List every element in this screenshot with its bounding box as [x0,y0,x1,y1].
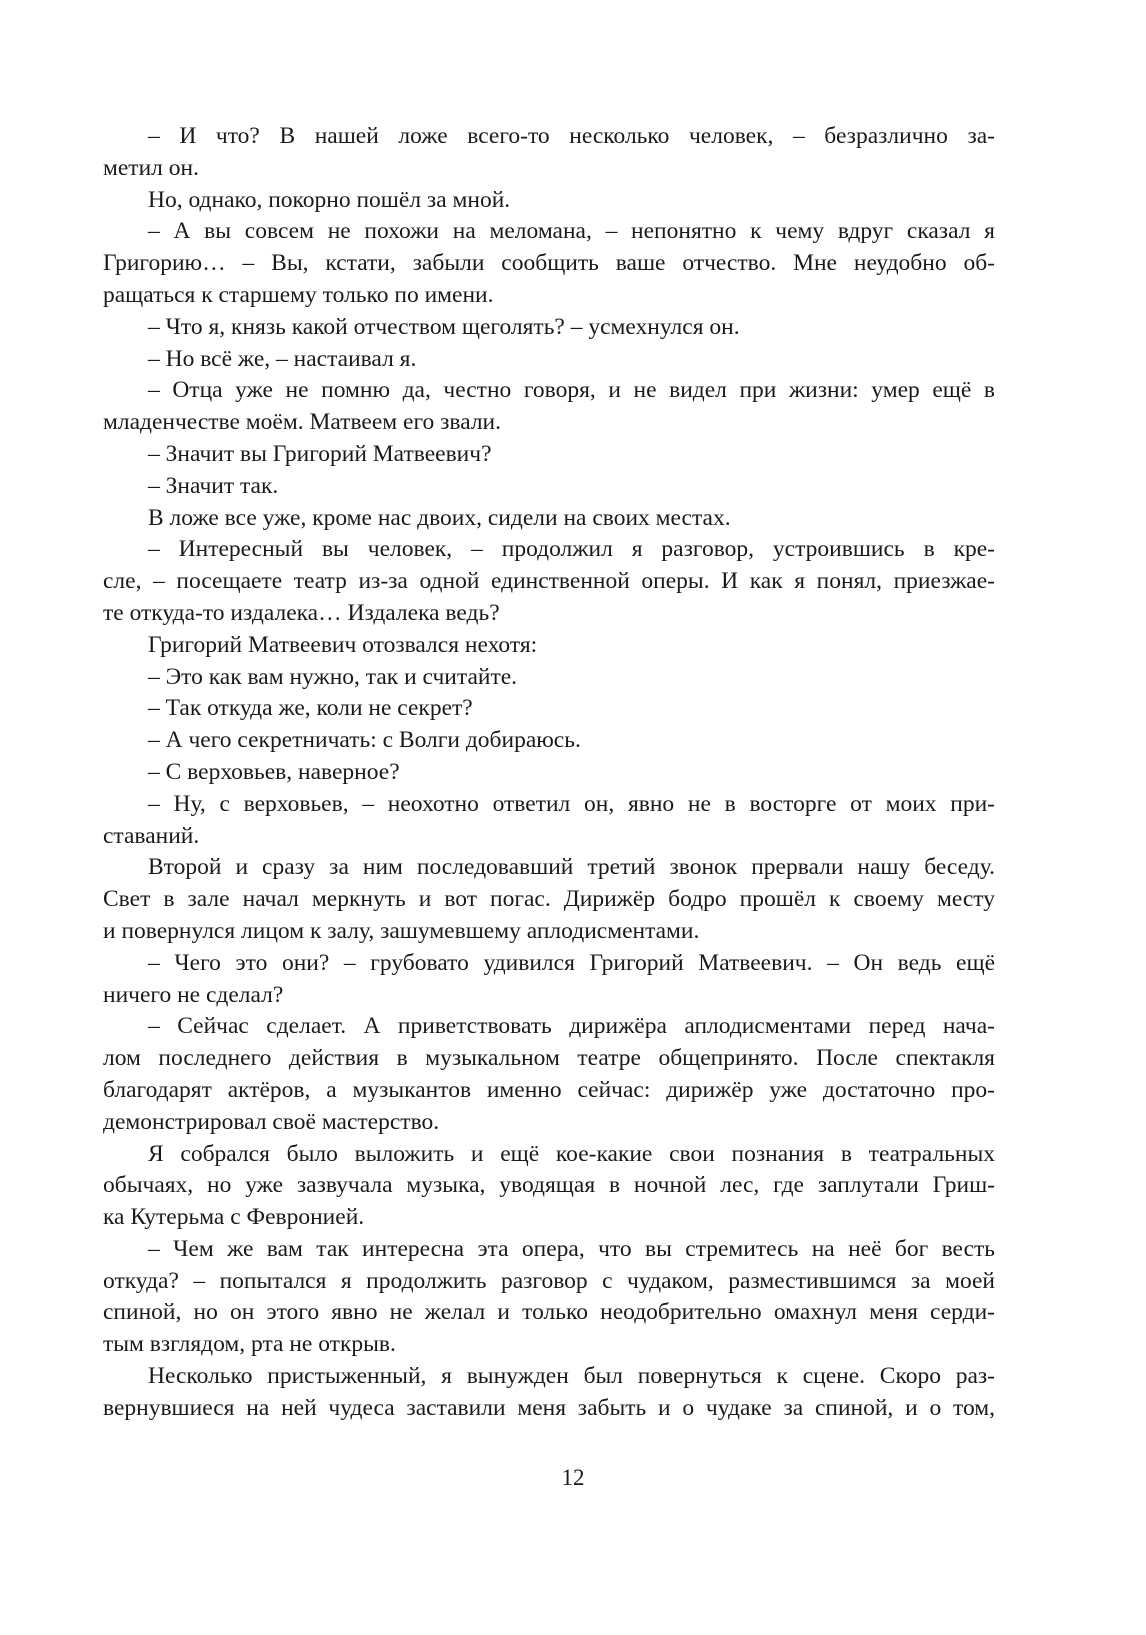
paragraph [103,503,995,535]
text-line: – С верховьев, наверное? [148,758,400,785]
page-number: 12 [561,1465,585,1490]
text-line: демонстрировал своё мастерство. [103,1108,440,1135]
text-line: Второй и сразу за ним последовавший третий звонок прервали нашу беседу. [148,854,995,881]
text-line: – И что? В нашей ложе всего-то несколько человек, – безразлично за- [148,123,995,149]
text-line: – А вы совсем не похожи на меломана, – непонятно к чему вдруг сказал я [148,218,995,245]
paragraph [103,630,995,662]
text-line: Несколько пристыженный, я вынужден был повернуться к сцене. Скоро раз- [148,1363,995,1390]
text-line: – Но всё же, – настаивал я. [148,345,417,372]
text-line: – Так откуда же, коли не секрет? [148,695,473,722]
text-line: – Интересный вы человек, – продолжил я разговор, устроившись в кре- [148,536,995,563]
paragraph [103,1234,995,1361]
text-line: метил он. [103,154,199,181]
text-line: Но, однако, покорно пошёл за мной. [148,186,511,213]
paragraph [103,344,995,376]
text-line: – Что я, князь какой отчеством щеголять? – усмехнулся он. [148,313,740,340]
paragraph [103,789,995,853]
paragraph [103,757,995,789]
text-line: – Значит вы Григорий Матвеевич? [148,440,492,467]
text-line: обычаях, но уже зазвучала музыка, уводящая в ночной лес, где заплутали Гриш- [103,1172,995,1199]
text-line: откуда? – попытался я продолжить разговор с чудаком, разместившимся за моей [103,1267,995,1294]
text-line: – Отца уже не помню да, честно говоря, и не видел при жизни: умер ещё в [148,377,995,404]
text-line: – Это как вам нужно, так и считайте. [148,663,518,690]
text-line: Свет в зале начал меркнуть и вот погас. Дирижёр бодро прошёл к своему месту [103,886,995,913]
text-line: младенчестве моём. Матвеем его звали. [103,409,502,436]
paragraph [103,852,995,947]
paragraph [103,121,995,185]
page-body [103,121,995,1425]
text-line: спиной, но он этого явно не желал и только неодобрительно омахнул меня серди- [103,1299,995,1326]
paragraph [103,185,995,217]
paragraph [103,216,995,311]
paragraph [103,439,995,471]
paragraph [103,375,995,439]
paragraph [103,534,995,629]
text-line: – Ну, с верховьев, – неохотно ответил он, явно не в восторге от моих при- [148,790,995,817]
text-line: сле, – посещаете театр из-за одной единственной оперы. И как я понял, приезжае- [103,568,995,595]
text-line: ставаний. [103,822,200,849]
text-line: – Чем же вам так интересна эта опера, что вы стремитесь на неё бог весть [148,1235,995,1262]
text-line: В ложе все уже, кроме нас двоих, сидели на своих местах. [148,504,731,531]
paragraph [103,1011,995,1138]
text-line: – А чего секретничать: с Волги добираюсь. [148,727,581,754]
text-line: лом последнего действия в музыкальном театре общепринято. После спектакля [103,1045,995,1072]
text-line: тым взглядом, рта не открыв. [103,1331,396,1358]
text-line: Григорию… – Вы, кстати, забыли сообщить ваше отчество. Мне неудобно об- [103,250,995,277]
paragraph [103,1139,995,1234]
text-line: и повернулся лицом к залу, зашумевшему аплодисментами. [103,917,700,944]
text-line: – Значит так. [148,472,279,499]
paragraph [103,725,995,757]
paragraph [103,662,995,694]
text-line: – Чего это они? – грубовато удивился Григорий Матвеевич. – Он ведь ещё [148,949,995,976]
paragraph [103,948,995,1012]
text-line: Я собрался было выложить и ещё кое-какие свои познания в театральных [148,1140,995,1167]
text-line: Григорий Матвеевич отозвался нехотя: [148,631,538,658]
paragraph [103,1361,995,1425]
paragraph [103,693,995,725]
text-line: те откуда-то издалека… Издалека ведь? [103,599,500,626]
text-line: вернувшиеся на ней чудеса заставили меня забыть и о чудаке за спиной, и о том, [103,1394,995,1421]
text-line: – Сейчас сделает. А приветствовать дирижёра аплодисментами перед нача- [148,1013,995,1040]
text-line: ращаться к старшему только по имени. [103,281,494,308]
text-line: ничего не сделал? [103,981,284,1008]
paragraph [103,312,995,344]
paragraph [103,471,995,503]
text-line: ка Кутерьма с Февронией. [103,1204,365,1231]
text-line: благодарят актёров, а музыкантов именно сейчас: дирижёр уже достаточно про- [103,1076,995,1103]
